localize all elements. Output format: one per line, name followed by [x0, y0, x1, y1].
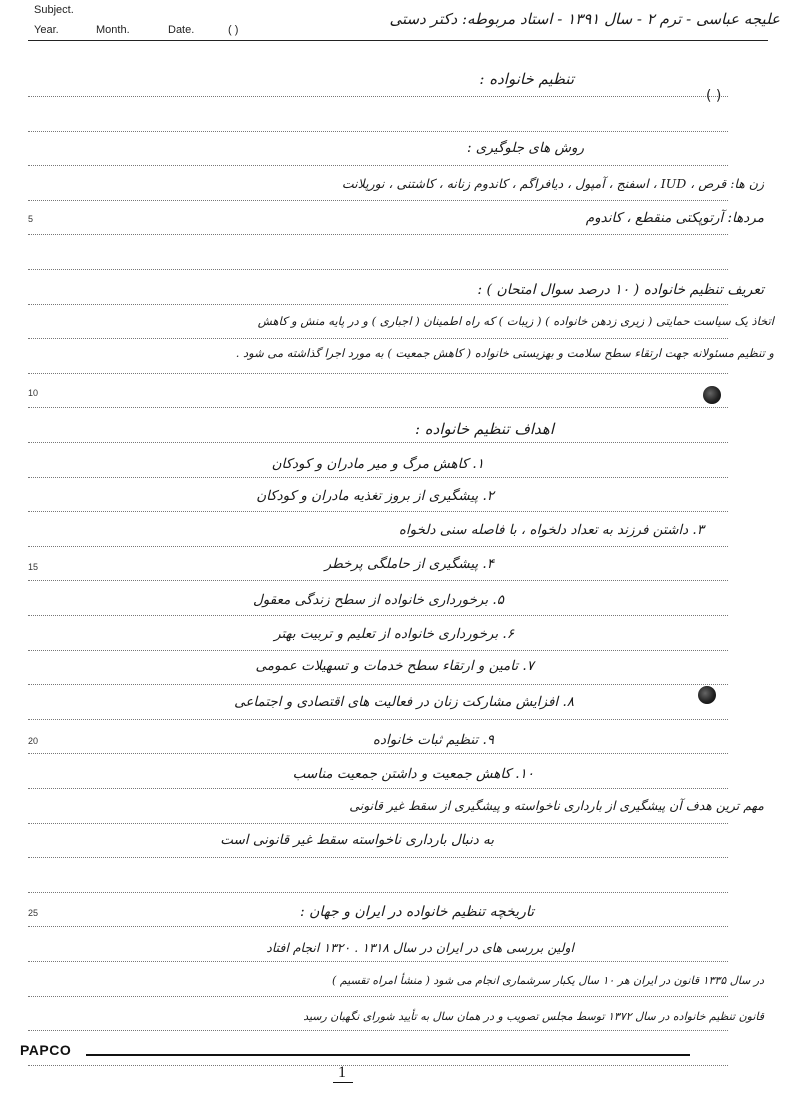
definition-line-2: و تنظیم مسئولانه جهت ارتقاء سطح سلامت و بهزیستی خانواده ( کاهش جمعیت ) به مورد اجرا گذاشته می شود . — [235, 346, 774, 360]
ruled-line — [28, 165, 728, 166]
ruled-line — [28, 823, 728, 824]
ruled-line — [28, 96, 728, 97]
goal-1: ۱. کاهش مرگ و میر مادران و کودکان — [271, 456, 484, 472]
ruled-line — [28, 996, 728, 997]
ruled-line — [28, 442, 728, 443]
goal-2: ۲. پیشگیری از بروز تغذیه مادران و کودکان — [256, 488, 494, 504]
ruled-line — [28, 857, 728, 858]
ruled-line — [28, 580, 728, 581]
main-goal-line-1: مهم ترین هدف آن پیشگیری از بارداری ناخواسته و پیشگیری از سقط غیر قانونی — [349, 798, 764, 813]
ruled-line — [28, 269, 728, 270]
ruled-line — [28, 511, 728, 512]
page-number-underline — [333, 1082, 353, 1083]
ruled-line — [28, 338, 728, 339]
contraception-methods-heading: روش های جلوگیری : — [466, 140, 584, 156]
ruled-line — [28, 477, 728, 478]
binder-hole-icon — [698, 686, 716, 704]
paren-mark: ( ) — [706, 88, 722, 104]
ruled-line — [28, 1065, 728, 1066]
men-methods: مردها: آرتوپکتی منقطع ، کاندوم — [585, 210, 764, 226]
ruled-line — [28, 788, 728, 789]
section-title-family-planning: تنظیم خانواده : — [479, 70, 574, 88]
handwritten-heading: علیجه عباسی - ترم ۲ - سال ۱۳۹۱ - استاد مربوطه: دکتر دستی — [389, 10, 780, 28]
date-paren: ( ) — [228, 24, 239, 36]
ruled-line — [28, 304, 728, 305]
subject-label: Subject. — [34, 4, 74, 16]
year-label: Year. — [34, 24, 59, 36]
goals-heading: اهداف تنظیم خانواده : — [414, 420, 554, 438]
history-heading: تاریخچه تنظیم خانواده در ایران و جهان : — [299, 904, 534, 920]
ruled-line — [28, 407, 728, 408]
ruled-line — [28, 1030, 728, 1031]
ruled-line — [28, 961, 728, 962]
goal-7: ۷. تامین و ارتقاء سطح خدمات و تسهیلات عمومی — [255, 658, 534, 674]
page-number: 1 — [338, 1064, 346, 1081]
main-goal-line-2: به دنبال بارداری ناخواسته سقط غیر قانونی است — [220, 832, 494, 848]
goal-9: ۹. تنظیم ثبات خانواده — [372, 732, 494, 748]
history-line-2: در سال ۱۳۳۵ قانون در ایران هر ۱۰ سال یکبار سرشماری انجام می شود ( منشأ امراه تقسیم ) — [332, 974, 764, 987]
line-number-5: 5 — [28, 214, 34, 224]
goal-10: ۱۰. کاهش جمعیت و داشتن جمعیت مناسب — [292, 766, 534, 782]
ruled-line — [28, 753, 728, 754]
goal-5: ۵. برخورداری خانواده از سطح زندگی معقول — [253, 592, 504, 608]
ruled-line — [28, 200, 728, 201]
line-number-25: 25 — [28, 908, 39, 918]
goal-8: ۸. افزایش مشارکت زنان در فعالیت های اقتصادی و اجتماعی — [234, 694, 574, 710]
line-number-10: 10 — [28, 388, 39, 398]
ruled-line — [28, 650, 728, 651]
footer-rule — [86, 1054, 690, 1056]
ruled-line — [28, 684, 728, 685]
ruled-line — [28, 546, 728, 547]
line-number-20: 20 — [28, 736, 39, 746]
history-line-3: قانون تنظیم خانواده در سال ۱۳۷۲ توسط مجلس تصویب و در همان سال به تأیید شورای نگهبان رسید — [303, 1010, 764, 1023]
women-methods: زن ها: قرص ، IUD ، اسفنج ، آمپول ، دیافراگم ، کاندوم زنانه ، کاشتنی ، نورپلانت — [341, 176, 764, 191]
ruled-lines — [28, 48, 728, 1048]
definition-line-1: اتخاذ یک سیاست حمایتی ( زیری زدهن خانواده ) ( زیبات ) که راه اطمینان ( اجباری ) و در پایه منش و کاهش — [257, 314, 774, 328]
header-rule — [28, 40, 768, 41]
ruled-line — [28, 615, 728, 616]
goal-3: ۳. داشتن فرزند به تعداد دلخواه ، با فاصله سنی دلخواه — [398, 522, 704, 538]
papco-logo: PAPCO — [20, 1042, 72, 1058]
month-label: Month. — [96, 24, 130, 36]
binder-hole-icon — [703, 386, 721, 404]
ruled-line — [28, 892, 728, 893]
goal-4: ۴. پیشگیری از حاملگی پرخطر — [324, 556, 494, 572]
ruled-line — [28, 131, 728, 132]
date-label: Date. — [168, 24, 195, 36]
ruled-line — [28, 373, 728, 374]
ruled-line — [28, 719, 728, 720]
ruled-line — [28, 234, 728, 235]
definition-heading: تعریف تنظیم خانواده ( ۱۰ درصد سوال امتحان ) : — [477, 282, 764, 298]
ruled-line — [28, 926, 728, 927]
line-number-15: 15 — [28, 562, 39, 572]
history-line-1: اولین بررسی های در ایران در سال ۱۳۱۸ . ۱۳۲۰ انجام افتاد — [266, 940, 574, 955]
goal-6: ۶. برخورداری خانواده از تعلیم و تربیت بهتر — [274, 626, 514, 642]
